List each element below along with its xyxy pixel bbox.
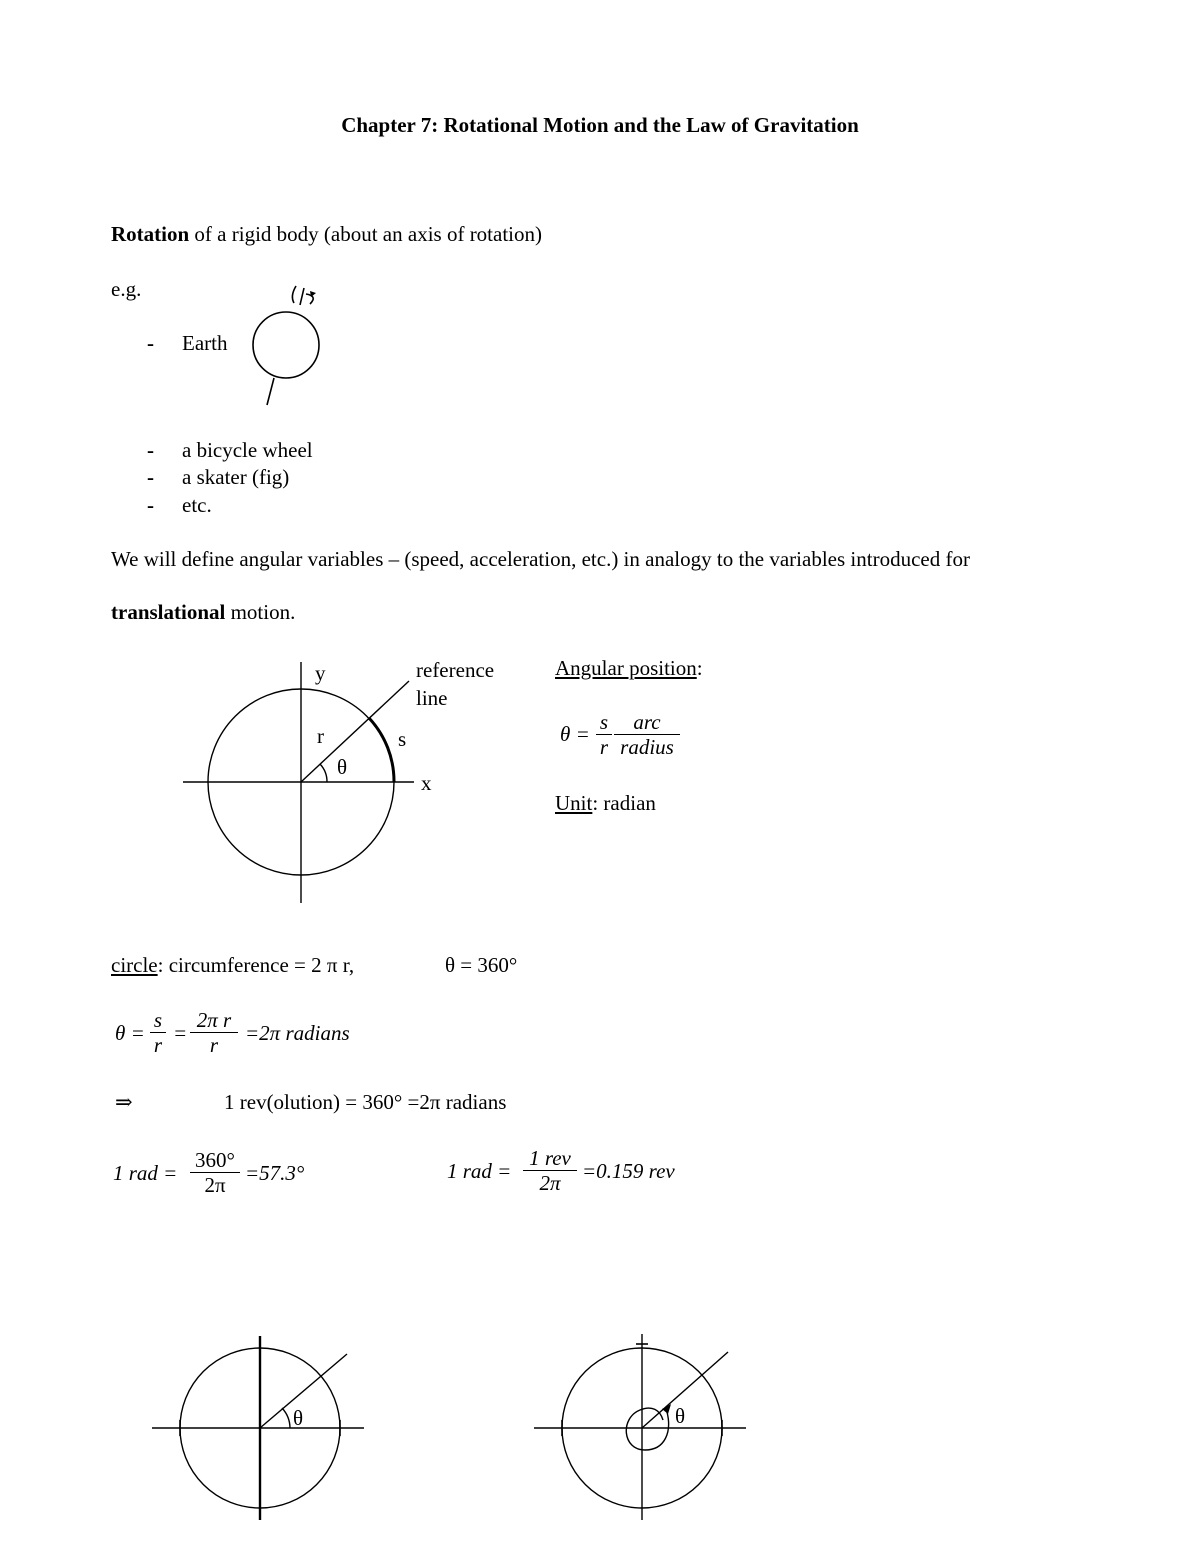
bottom-left-theta: θ — [293, 1406, 304, 1430]
angular-position-colon: : — [696, 656, 703, 680]
fraction-denominator: 2π — [204, 1173, 226, 1197]
fraction-denominator: r — [209, 1033, 219, 1057]
circle-theta: θ = 360° — [445, 953, 518, 977]
circle-label: circle — [111, 953, 158, 977]
rad-rev-result: =0.159 rev — [582, 1159, 675, 1183]
angular-position-label: Angular position — [555, 656, 697, 680]
y-label: y — [315, 661, 326, 685]
define-line-2-rest: motion. — [225, 600, 296, 624]
spiral-rotation-icon — [626, 1408, 668, 1450]
unit-label: Unit — [555, 791, 593, 815]
theta-eq-equals: = — [173, 1021, 188, 1045]
theta-label: θ — [337, 755, 348, 779]
x-label: x — [421, 771, 432, 795]
circle-text: : circumference = 2 π r, — [157, 953, 355, 977]
fraction-numerator: 360° — [190, 1148, 240, 1173]
line-label: line — [416, 686, 448, 710]
r-label: r — [317, 724, 324, 748]
reference-label: reference — [416, 658, 495, 682]
bullet-dash: - — [147, 493, 154, 517]
fraction-numerator: arc — [614, 710, 680, 735]
theta-lhs: θ = — [560, 722, 590, 746]
fraction-numerator: s — [150, 1008, 166, 1033]
example-earth: Earth — [182, 331, 228, 355]
rotation-term: Rotation — [111, 222, 190, 246]
fraction-denominator: 2π — [539, 1171, 561, 1195]
page-title: Chapter 7: Rotational Motion and the Law of Gravitation — [341, 113, 859, 137]
example-skater: a skater (fig) — [182, 465, 290, 489]
rotation-rest: of a rigid body (about an axis of rotation) — [189, 222, 542, 246]
bullet-dash: - — [147, 438, 154, 462]
rad-deg-result: =57.3° — [245, 1161, 305, 1185]
bullet-dash: - — [147, 465, 154, 489]
example-etc: etc. — [182, 493, 212, 517]
bottom-right-theta: θ — [675, 1404, 686, 1428]
fraction-numerator: 2π r — [190, 1008, 238, 1033]
rad-deg-lhs: 1 rad = — [113, 1161, 178, 1185]
translational-term: translational — [111, 600, 226, 624]
fraction-denominator: r — [599, 735, 609, 759]
eg-label: e.g. — [111, 277, 142, 301]
implies-arrow-icon: ⇒ — [115, 1090, 133, 1114]
fraction-denominator: radius — [620, 735, 674, 759]
rad-rev-lhs: 1 rad = — [447, 1159, 512, 1183]
theta-eq-lhs: θ = — [115, 1021, 145, 1045]
fraction-numerator: 1 rev — [523, 1146, 577, 1171]
fraction-denominator: r — [153, 1033, 163, 1057]
example-bicycle: a bicycle wheel — [182, 438, 313, 462]
unit-value: : radian — [592, 791, 656, 815]
rev-equivalence: 1 rev(olution) = 360° =2π radians — [224, 1090, 507, 1114]
fraction-numerator: s — [596, 710, 612, 735]
s-label: s — [398, 727, 407, 751]
theta-eq-result: =2π radians — [245, 1021, 350, 1045]
bullet-dash: - — [147, 331, 154, 355]
define-line-1: We will define angular variables – (speed, acceleration, etc.) in analogy to the variables introduced for — [111, 547, 970, 571]
